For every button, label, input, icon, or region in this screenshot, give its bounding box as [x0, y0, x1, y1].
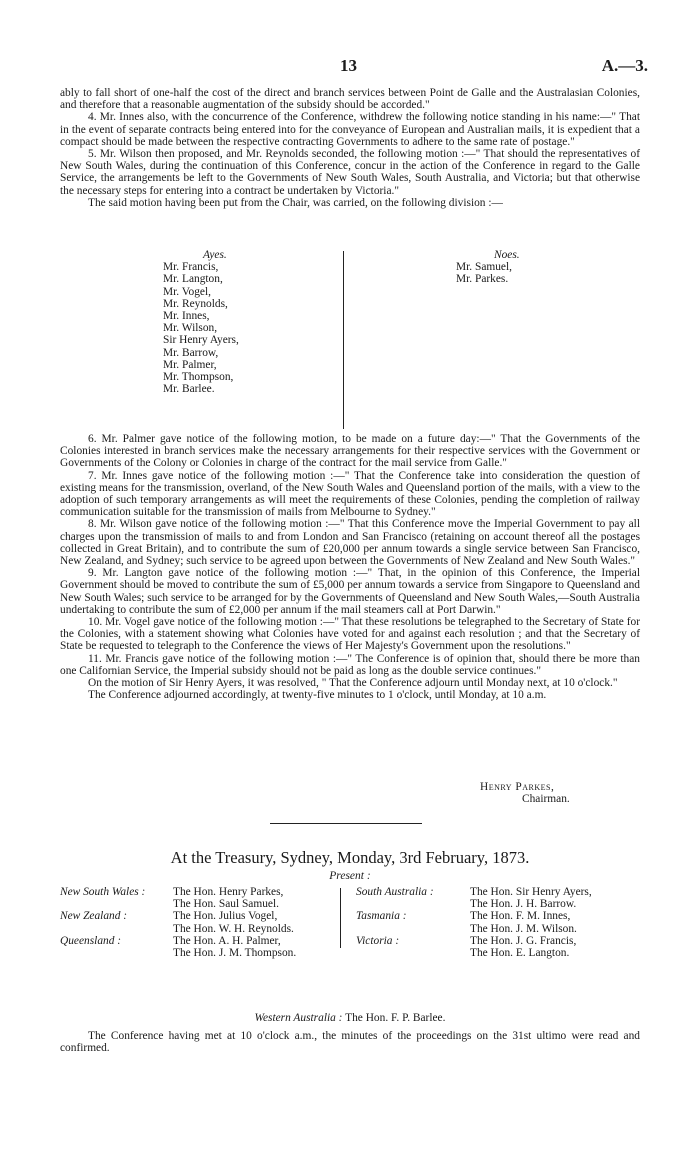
document-code: A.—3.: [601, 56, 648, 75]
delegate-name: The Hon. F. M. Innes,: [470, 910, 571, 923]
paragraph: ably to fall short of one-half the cost of the direct and branch services between Point de Galle and the Australasian Colonies, and therefore that a reasonable augmentation of the subsidy should be accorded.": [60, 87, 640, 112]
delegate-row: [356, 947, 656, 959]
noe-name: Mr. Samuel,: [456, 261, 513, 274]
paragraph: 7. Mr. Innes gave notice of the following motion :—" That the Conference take into consideration the question of existing means for the transmission, overland, of the New South Wales and Queensland portion of the mails, with a view to the adoption of such temporary arrangements as will meet the requirements of these Colonies, pending the completion of railway communication suitable for the transmission of mails from Melbourne to Sydney.": [60, 469, 640, 519]
colony-label: Tasmania :: [356, 910, 407, 923]
aye-name: Mr. Langton,: [163, 273, 223, 286]
colony-label: Queensland :: [60, 934, 122, 947]
aye-name: Mr. Vogel,: [163, 285, 211, 298]
aye-name: Mr. Reynolds,: [163, 297, 228, 310]
ayes-heading: Ayes.: [203, 249, 227, 261]
colony-label: Victoria :: [356, 934, 400, 947]
minutes-text-notices: [60, 433, 640, 701]
aye-name: Mr. Francis,: [163, 261, 219, 274]
delegate-name: The Hon. Henry Parkes,: [173, 886, 284, 898]
delegate-row: [60, 947, 350, 959]
aye-name: Mr. Wilson,: [163, 322, 218, 335]
aye-name: Mr. Thompson,: [163, 371, 234, 384]
paragraph: 10. Mr. Vogel gave notice of the following motion :—" That these resolutions be telegraphed to the Secretary of State for the Colonies, with a statement showing what Colonies have voted for and against each resolution ; and that the Secretary of State be requested to telegraph to the Conference the views of Her Majesty's Government upon the resolutions.": [60, 616, 640, 653]
paragraph: 5. Mr. Wilson then proposed, and Mr. Reynolds seconded, the following motion :—" That should the representatives of New South Wales, during the continuation of this Conference, concur in the action of the Conference in regard to the Galle Service, the arrangements be left to the Governments of New South Wales, South Australia, and Victoria; but that otherwise the necessary steps for entering into a contract be undertaken by Victoria.": [60, 148, 640, 197]
delegate-name: The Hon. J. M. Wilson.: [470, 922, 577, 935]
colony-label: New South Wales :: [60, 886, 146, 898]
signature-block: [480, 781, 570, 805]
signatory-name: Henry Parkes,: [480, 781, 555, 793]
session-heading: At the Treasury, Sydney, Monday, 3rd February, 1873.: [170, 848, 530, 867]
aye-name: Mr. Innes,: [163, 310, 210, 323]
delegates-left-column: [60, 886, 350, 959]
delegate-row: [60, 923, 350, 935]
delegate-name: The Hon. F. P. Barlee.: [345, 1012, 446, 1024]
colony-label: South Australia :: [356, 886, 434, 898]
page-number: 13: [340, 56, 357, 75]
paragraph: The Conference adjourned accordingly, at twenty-five minutes to 1 o'clock, until Monday, at 10 a.m.: [88, 689, 547, 702]
aye-name: Sir Henry Ayers,: [163, 334, 239, 347]
paragraph: 9. Mr. Langton gave notice of the following motion :—" That, in the opinion of this Conference, the Imperial Government should be moved to contribute the sum of £5,000 per annum towards a service from Singapore to Queensland and New South Wales; such service to be arranged for by the Governments of Queensland and New South Wales,—South Australia undertaking to contribute the sum of £2,000 per annum if the mail steamers call at Port Darwin.": [60, 567, 640, 616]
aye-name: Mr. Barrow,: [163, 346, 219, 359]
noes-heading: Noes.: [494, 249, 520, 261]
minutes-text-top: [60, 87, 640, 209]
noe-name: Mr. Parkes.: [456, 273, 509, 286]
paragraph: The said motion having been put from the Chair, was carried, on the following division :—: [88, 196, 503, 209]
ayes-column: [163, 249, 363, 395]
aye-name: Mr. Barlee.: [163, 383, 215, 396]
delegate-row: [60, 910, 350, 922]
delegate-row: [60, 935, 350, 947]
paragraph: On the motion of Sir Henry Ayers, it was resolved, " That the Conference adjourn until Monday next, at 10 o'clock.": [88, 677, 618, 690]
delegate-row: [60, 886, 350, 898]
delegate-name: The Hon. W. H. Reynolds.: [173, 922, 294, 935]
delegate-name: The Hon. Saul Samuel.: [173, 898, 279, 911]
noes-column: [456, 249, 616, 286]
aye-name: Mr. Palmer,: [163, 358, 217, 371]
western-australia-row: [0, 1012, 700, 1024]
paragraph: 11. Mr. Francis gave notice of the following motion :—" The Conference is of opinion that, should there be more than one Californian Service, the Imperial subsidy should not be paid as long as the double service continues.": [60, 652, 640, 677]
division-list: [60, 249, 640, 431]
delegate-name: The Hon. J. M. Thompson.: [173, 946, 297, 959]
colony-label: Western Australia :: [254, 1012, 343, 1024]
delegate-name: The Hon. Sir Henry Ayers,: [470, 886, 592, 898]
delegate-name: The Hon. J. G. Francis,: [470, 934, 577, 947]
delegate-row: [356, 923, 656, 935]
delegate-name: The Hon. E. Langton.: [470, 946, 570, 959]
delegate-row: [60, 898, 350, 910]
closing-paragraph: [60, 1030, 640, 1054]
paragraph: 4. Mr. Innes also, with the concurrence of the Conference, withdrew the following notice standing in his name:—" That in the event of separate contracts being entered into for the conveyance of European and Australian mails, it is expedient that a compact should be made between the respective contracting Governments to adhere to the same rate of postage.": [60, 111, 640, 148]
division-divider: [343, 251, 344, 429]
present-label: Present :: [329, 870, 371, 882]
delegate-name: The Hon. A. H. Palmer,: [173, 934, 281, 947]
delegates-divider: [340, 888, 341, 948]
delegate-row: [356, 886, 656, 898]
delegate-row: [356, 898, 656, 910]
signatory-role: Chairman.: [522, 793, 570, 806]
paragraph: 8. Mr. Wilson gave notice of the following motion :—" That this Conference move the Imperial Government to pay all charges upon the transmission of mails to and from London and San Francisco (retaining on account thereof all the postages collected in Great Britain), and to contribute the sum of £20,000 per annum towards a single service between San Francisco, New Zealand, and Sydney; such service to be agreed upon between the Governments of New Zealand and New South Wales.": [60, 518, 640, 568]
paragraph: 6. Mr. Palmer gave notice of the following motion, to be made on a future day:—" That the Governments of the Colonies interested in branch services make the necessary arrangements for their respective services with the Government or Governments of the Colony or Colonies in charge of the contract for the mail service from Galle.": [60, 433, 640, 470]
paragraph: The Conference having met at 10 o'clock a.m., the minutes of the proceedings on the 31st ultimo were read and confirmed.: [60, 1030, 640, 1055]
delegate-name: The Hon. Julius Vogel,: [173, 910, 278, 923]
colony-label: New Zealand :: [60, 910, 128, 923]
delegate-name: The Hon. J. H. Barrow.: [470, 898, 577, 911]
delegate-row: [356, 935, 656, 947]
delegates-right-column: [356, 886, 656, 959]
delegate-row: [356, 910, 656, 922]
section-divider: [270, 823, 422, 824]
